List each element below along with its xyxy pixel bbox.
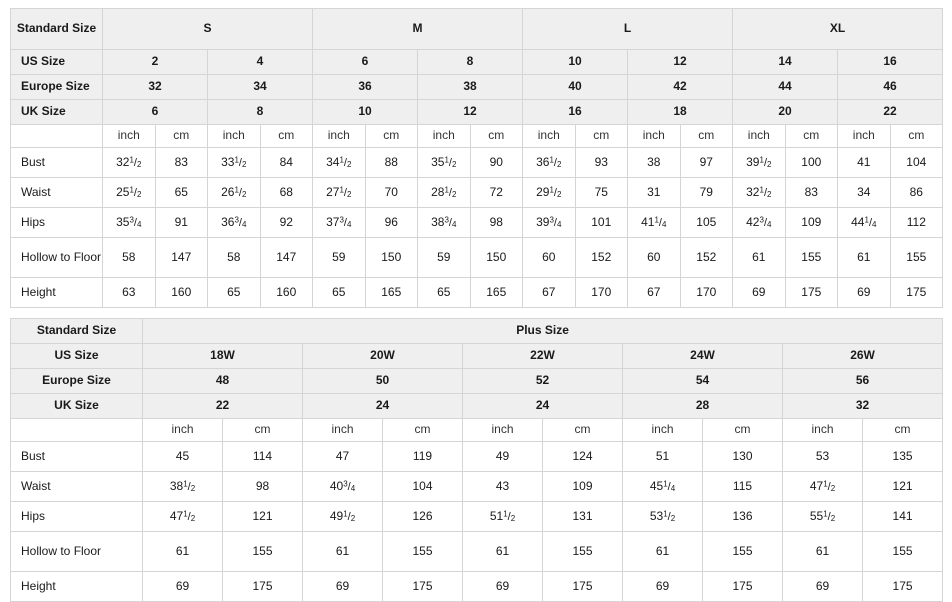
measure-cell: 175 <box>703 572 783 602</box>
measure-cell: $47^1/_2$ <box>143 502 223 532</box>
measure-cell: 61 <box>733 238 786 278</box>
measure-cell: 175 <box>383 572 463 602</box>
measure-cell: $42^3/_4$ <box>733 208 786 238</box>
measure-cell: 59 <box>418 238 471 278</box>
measure-cell: 69 <box>623 572 703 602</box>
us-size-cell: 22W <box>463 344 623 369</box>
unit-cell: cm <box>703 419 783 442</box>
row-label-us-size: US Size <box>11 344 143 369</box>
measure-cell: $28^1/_2$ <box>418 178 471 208</box>
uk-size-cell: 24 <box>303 394 463 419</box>
measure-label-waist: Waist <box>11 178 103 208</box>
measure-cell: 170 <box>575 278 628 308</box>
table-row <box>11 532 943 572</box>
unit-cell: inch <box>103 125 156 148</box>
row-label-us-size: US Size <box>11 50 103 75</box>
measure-cell: 93 <box>575 148 628 178</box>
measure-cell: 155 <box>543 532 623 572</box>
measure-cell: 61 <box>143 532 223 572</box>
plus-size-table <box>10 318 943 602</box>
measure-cell: 150 <box>365 238 418 278</box>
europe-size-cell: 50 <box>303 369 463 394</box>
table-row <box>11 502 943 532</box>
unit-cell: cm <box>383 419 463 442</box>
unit-cell: cm <box>863 419 943 442</box>
measure-cell: 136 <box>703 502 783 532</box>
row-label-uk-size: UK Size <box>11 100 103 125</box>
us-size-cell: 6 <box>313 50 418 75</box>
europe-size-cell: 48 <box>143 369 303 394</box>
measure-cell: 160 <box>260 278 313 308</box>
measure-cell: 98 <box>470 208 523 238</box>
standard-uk-size-row <box>11 100 943 125</box>
measure-cell: $37^3/_4$ <box>313 208 366 238</box>
us-size-cell: 18W <box>143 344 303 369</box>
measure-cell: 38 <box>628 148 681 178</box>
measure-cell: 155 <box>890 238 943 278</box>
measure-cell: 47 <box>303 442 383 472</box>
unit-cell: inch <box>303 419 383 442</box>
standard-europe-size-row <box>11 75 943 100</box>
measure-cell: 175 <box>785 278 838 308</box>
measure-cell: 155 <box>223 532 303 572</box>
unit-cell: cm <box>890 125 943 148</box>
unit-cell: inch <box>628 125 681 148</box>
uk-size-cell: 6 <box>103 100 208 125</box>
europe-size-cell: 36 <box>313 75 418 100</box>
us-size-cell: 16 <box>838 50 943 75</box>
measure-cell: 60 <box>628 238 681 278</box>
unit-cell: inch <box>783 419 863 442</box>
measure-cell: 69 <box>783 572 863 602</box>
measure-cell: 121 <box>223 502 303 532</box>
measure-cell: 31 <box>628 178 681 208</box>
measure-cell: 126 <box>383 502 463 532</box>
row-label-europe-size: Europe Size <box>11 75 103 100</box>
unit-cell: inch <box>313 125 366 148</box>
measure-cell: 114 <box>223 442 303 472</box>
measure-cell: 58 <box>103 238 156 278</box>
measure-cell: 65 <box>208 278 261 308</box>
uk-size-cell: 10 <box>313 100 418 125</box>
unit-cell: cm <box>680 125 733 148</box>
unit-cell: inch <box>523 125 576 148</box>
measure-cell: 155 <box>703 532 783 572</box>
measure-cell: 100 <box>785 148 838 178</box>
measure-cell: $27^1/_2$ <box>313 178 366 208</box>
uk-size-cell: 22 <box>838 100 943 125</box>
measure-cell: 141 <box>863 502 943 532</box>
measure-cell: 121 <box>863 472 943 502</box>
measure-cell: 109 <box>543 472 623 502</box>
measure-cell: 58 <box>208 238 261 278</box>
unit-cell: inch <box>838 125 891 148</box>
measure-cell: 105 <box>680 208 733 238</box>
measure-cell: $32^1/_2$ <box>103 148 156 178</box>
uk-size-cell: 12 <box>418 100 523 125</box>
unit-cell: inch <box>418 125 471 148</box>
measure-cell: 170 <box>680 278 733 308</box>
europe-size-cell: 34 <box>208 75 313 100</box>
measure-cell: 175 <box>543 572 623 602</box>
unit-cell: inch <box>208 125 261 148</box>
uk-size-cell: 18 <box>628 100 733 125</box>
standard-group-header-row <box>11 9 943 50</box>
uk-size-cell: 16 <box>523 100 628 125</box>
uk-size-cell: 20 <box>733 100 838 125</box>
standard-us-size-row <box>11 50 943 75</box>
measure-cell: $34^1/_2$ <box>313 148 366 178</box>
europe-size-cell: 42 <box>628 75 733 100</box>
measure-label-bust: Bust <box>11 148 103 178</box>
table-row <box>11 148 943 178</box>
measure-cell: $26^1/_2$ <box>208 178 261 208</box>
measure-cell: $38^3/_4$ <box>418 208 471 238</box>
measure-cell: 69 <box>838 278 891 308</box>
measure-label-hollow-to-floor: Hollow to Floor <box>11 532 143 572</box>
measure-cell: 65 <box>313 278 366 308</box>
unit-cell: cm <box>365 125 418 148</box>
measure-cell: 147 <box>155 238 208 278</box>
measure-cell: $35^1/_2$ <box>418 148 471 178</box>
measure-cell: 130 <box>703 442 783 472</box>
measure-label-height: Height <box>11 278 103 308</box>
plus-group-title: Plus Size <box>143 319 943 344</box>
measure-cell: 124 <box>543 442 623 472</box>
measure-cell: 91 <box>155 208 208 238</box>
us-size-cell: 14 <box>733 50 838 75</box>
unit-cell: inch <box>733 125 786 148</box>
uk-size-cell: 28 <box>623 394 783 419</box>
measure-cell: 75 <box>575 178 628 208</box>
table-spacer <box>10 308 942 318</box>
uk-size-cell: 8 <box>208 100 313 125</box>
unit-row-spacer <box>11 419 143 442</box>
measure-cell: $33^1/_2$ <box>208 148 261 178</box>
plus-us-size-row <box>11 344 943 369</box>
unit-cell: cm <box>575 125 628 148</box>
unit-cell: cm <box>543 419 623 442</box>
measure-cell: $47^1/_2$ <box>783 472 863 502</box>
standard-unit-row <box>11 125 943 148</box>
measure-cell: 79 <box>680 178 733 208</box>
measure-cell: $29^1/_2$ <box>523 178 576 208</box>
measure-cell: $39^3/_4$ <box>523 208 576 238</box>
measure-cell: 131 <box>543 502 623 532</box>
us-size-cell: 8 <box>418 50 523 75</box>
us-size-cell: 2 <box>103 50 208 75</box>
measure-cell: 104 <box>890 148 943 178</box>
row-label-uk-size: UK Size <box>11 394 143 419</box>
measure-cell: 67 <box>523 278 576 308</box>
measure-cell: 155 <box>785 238 838 278</box>
measure-cell: $49^1/_2$ <box>303 502 383 532</box>
measure-cell: 92 <box>260 208 313 238</box>
measure-cell: $40^3/_4$ <box>303 472 383 502</box>
measure-cell: 68 <box>260 178 313 208</box>
us-size-cell: 12 <box>628 50 733 75</box>
measure-cell: $41^1/_4$ <box>628 208 681 238</box>
measure-cell: $39^1/_2$ <box>733 148 786 178</box>
unit-cell: inch <box>623 419 703 442</box>
measure-cell: 152 <box>680 238 733 278</box>
unit-cell: cm <box>260 125 313 148</box>
measure-cell: 155 <box>383 532 463 572</box>
plus-uk-size-row <box>11 394 943 419</box>
measure-cell: 63 <box>103 278 156 308</box>
measure-cell: 69 <box>463 572 543 602</box>
measure-cell: 175 <box>223 572 303 602</box>
unit-cell: cm <box>470 125 523 148</box>
measure-cell: $38^1/_2$ <box>143 472 223 502</box>
table-row <box>11 178 943 208</box>
measure-cell: $32^1/_2$ <box>733 178 786 208</box>
table-row <box>11 572 943 602</box>
measure-cell: 147 <box>260 238 313 278</box>
europe-size-cell: 52 <box>463 369 623 394</box>
plus-group-header-row <box>11 319 943 344</box>
measure-cell: 49 <box>463 442 543 472</box>
measure-cell: 61 <box>303 532 383 572</box>
table-row <box>11 278 943 308</box>
europe-size-cell: 54 <box>623 369 783 394</box>
measure-cell: 112 <box>890 208 943 238</box>
measure-cell: 51 <box>623 442 703 472</box>
measure-cell: 160 <box>155 278 208 308</box>
measure-cell: $25^1/_2$ <box>103 178 156 208</box>
europe-size-cell: 44 <box>733 75 838 100</box>
measure-cell: 53 <box>783 442 863 472</box>
measure-cell: 90 <box>470 148 523 178</box>
measure-label-height: Height <box>11 572 143 602</box>
unit-cell: inch <box>463 419 543 442</box>
standard-group-xl: XL <box>733 9 943 50</box>
measure-cell: 61 <box>623 532 703 572</box>
measure-cell: 61 <box>463 532 543 572</box>
table-row <box>11 472 943 502</box>
us-size-cell: 10 <box>523 50 628 75</box>
standard-size-table <box>10 8 943 308</box>
measure-cell: 115 <box>703 472 783 502</box>
europe-size-cell: 46 <box>838 75 943 100</box>
standard-group-s: S <box>103 9 313 50</box>
measure-cell: 86 <box>890 178 943 208</box>
measure-cell: 34 <box>838 178 891 208</box>
measure-cell: 45 <box>143 442 223 472</box>
measure-label-hips: Hips <box>11 502 143 532</box>
measure-cell: 97 <box>680 148 733 178</box>
plus-corner-label: Standard Size <box>11 319 143 344</box>
europe-size-cell: 32 <box>103 75 208 100</box>
measure-cell: $53^1/_2$ <box>623 502 703 532</box>
measure-cell: 96 <box>365 208 418 238</box>
measure-cell: 165 <box>365 278 418 308</box>
measure-cell: 72 <box>470 178 523 208</box>
measure-label-waist: Waist <box>11 472 143 502</box>
europe-size-cell: 40 <box>523 75 628 100</box>
measure-cell: 65 <box>155 178 208 208</box>
us-size-cell: 26W <box>783 344 943 369</box>
measure-cell: 109 <box>785 208 838 238</box>
measure-label-hollow-to-floor: Hollow to Floor <box>11 238 103 278</box>
standard-corner-label: Standard Size <box>11 9 103 50</box>
measure-cell: 41 <box>838 148 891 178</box>
measure-cell: 60 <box>523 238 576 278</box>
uk-size-cell: 22 <box>143 394 303 419</box>
table-row <box>11 442 943 472</box>
measure-cell: $44^1/_4$ <box>838 208 891 238</box>
measure-cell: 165 <box>470 278 523 308</box>
measure-cell: $36^1/_2$ <box>523 148 576 178</box>
measure-label-bust: Bust <box>11 442 143 472</box>
measure-cell: $45^1/_4$ <box>623 472 703 502</box>
uk-size-cell: 24 <box>463 394 623 419</box>
measure-cell: 65 <box>418 278 471 308</box>
measure-cell: 98 <box>223 472 303 502</box>
measure-cell: $51^1/_2$ <box>463 502 543 532</box>
measure-cell: 175 <box>863 572 943 602</box>
unit-cell: cm <box>223 419 303 442</box>
uk-size-cell: 32 <box>783 394 943 419</box>
measure-cell: 69 <box>733 278 786 308</box>
measure-label-hips: Hips <box>11 208 103 238</box>
measure-cell: 83 <box>155 148 208 178</box>
us-size-cell: 20W <box>303 344 463 369</box>
unit-row-spacer <box>11 125 103 148</box>
standard-group-l: L <box>523 9 733 50</box>
measure-cell: 69 <box>303 572 383 602</box>
measure-cell: 104 <box>383 472 463 502</box>
us-size-cell: 24W <box>623 344 783 369</box>
unit-cell: inch <box>143 419 223 442</box>
us-size-cell: 4 <box>208 50 313 75</box>
europe-size-cell: 38 <box>418 75 523 100</box>
measure-cell: $55^1/_2$ <box>783 502 863 532</box>
standard-group-m: M <box>313 9 523 50</box>
unit-cell: cm <box>785 125 838 148</box>
europe-size-cell: 56 <box>783 369 943 394</box>
plus-unit-row <box>11 419 943 442</box>
measure-cell: 83 <box>785 178 838 208</box>
measure-cell: 70 <box>365 178 418 208</box>
measure-cell: 84 <box>260 148 313 178</box>
measure-cell: 43 <box>463 472 543 502</box>
row-label-europe-size: Europe Size <box>11 369 143 394</box>
measure-cell: 88 <box>365 148 418 178</box>
measure-cell: 175 <box>890 278 943 308</box>
measure-cell: $36^3/_4$ <box>208 208 261 238</box>
measure-cell: $35^3/_4$ <box>103 208 156 238</box>
measure-cell: 59 <box>313 238 366 278</box>
measure-cell: 69 <box>143 572 223 602</box>
measure-cell: 155 <box>863 532 943 572</box>
measure-cell: 61 <box>838 238 891 278</box>
measure-cell: 135 <box>863 442 943 472</box>
measure-cell: 152 <box>575 238 628 278</box>
table-row <box>11 238 943 278</box>
plus-europe-size-row <box>11 369 943 394</box>
measure-cell: 119 <box>383 442 463 472</box>
measure-cell: 67 <box>628 278 681 308</box>
unit-cell: cm <box>155 125 208 148</box>
measure-cell: 150 <box>470 238 523 278</box>
measure-cell: 101 <box>575 208 628 238</box>
table-row <box>11 208 943 238</box>
measure-cell: 61 <box>783 532 863 572</box>
